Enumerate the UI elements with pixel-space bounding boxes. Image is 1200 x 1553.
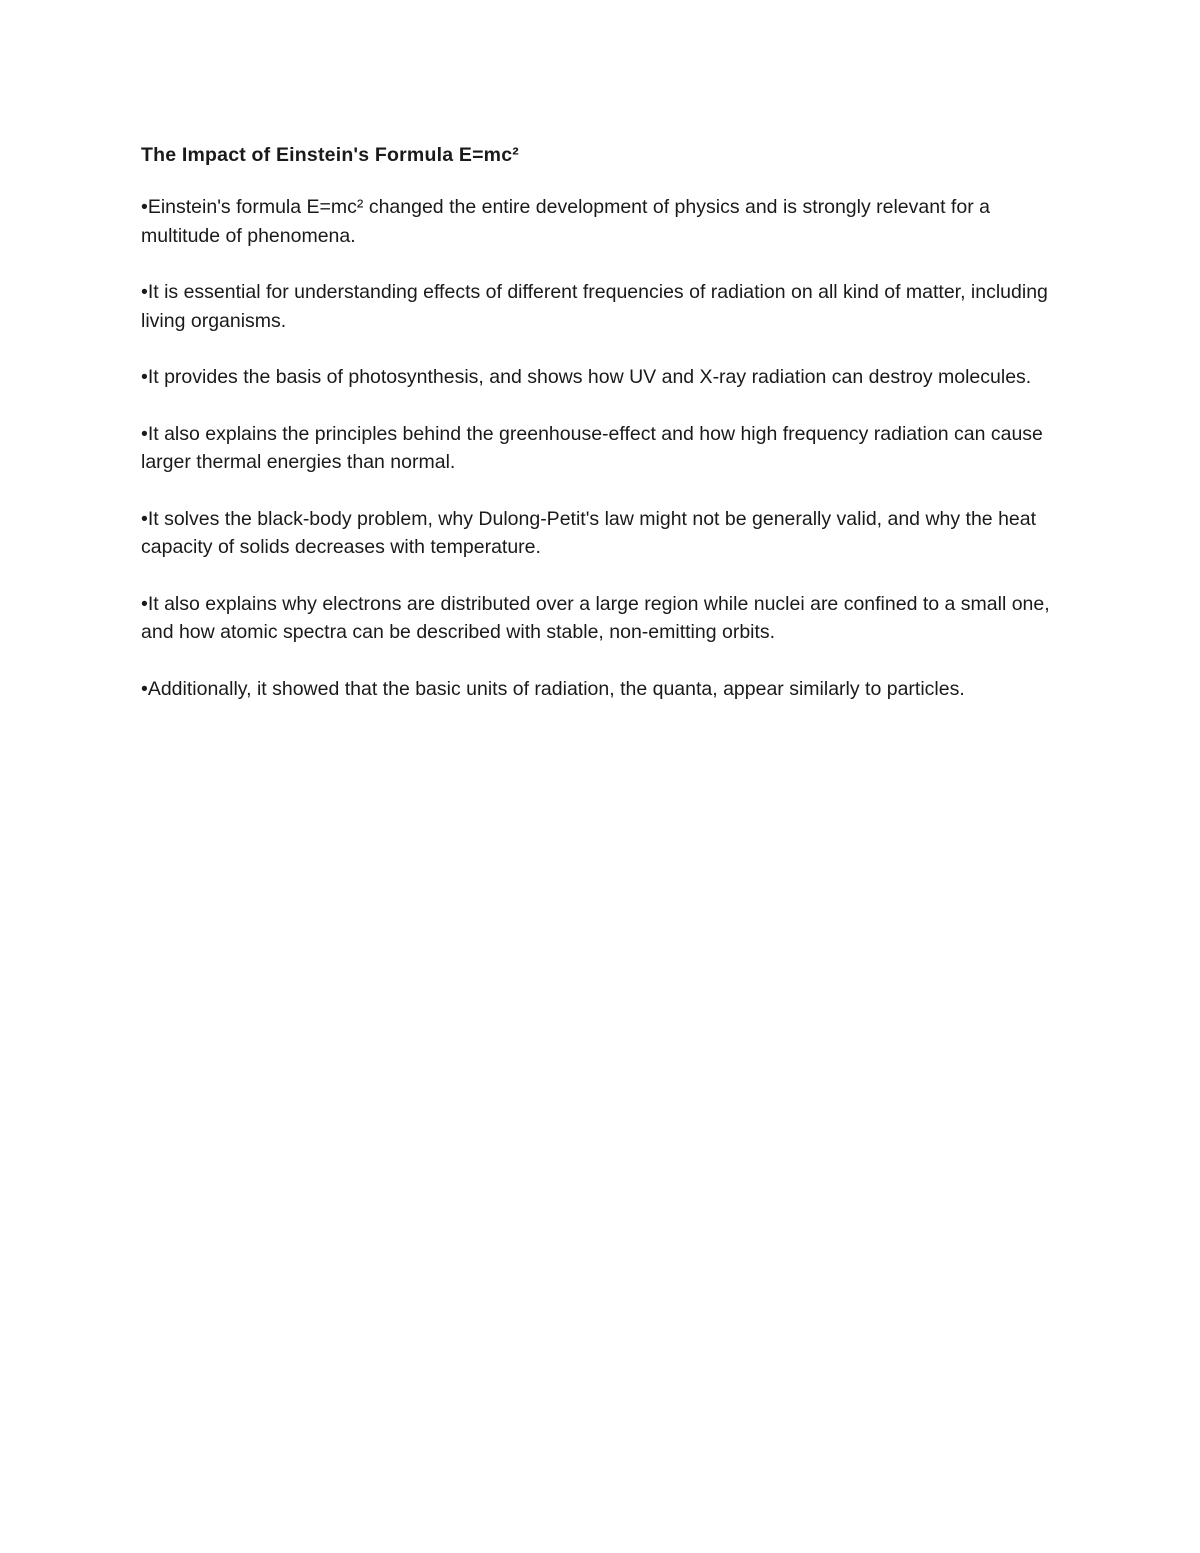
document-title: The Impact of Einstein's Formula E=mc²	[141, 144, 519, 166]
bullet-item: •Einstein's formula E=mc² changed the entire development of physics and is strongly relevant for a multitude of phenomena.	[141, 196, 990, 247]
bullet-item: •It also explains the principles behind the greenhouse-effect and how high frequency radiation can cause larger thermal energies than normal.	[141, 422, 1043, 473]
bullet-item: •It is essential for understanding effects of different frequencies of radiation on all kind of matter, including living organisms.	[141, 281, 1048, 332]
bullet-item: •It provides the basis of photosynthesis, and shows how UV and X-ray radiation can destroy molecules.	[141, 366, 1032, 388]
bullet-item: •It solves the black-body problem, why Dulong-Petit's law might not be generally valid, and why the heat capacity of solids decreases with temperature.	[141, 507, 1037, 558]
bullet-item: •Additionally, it showed that the basic units of radiation, the quanta, appear similarly to particles.	[141, 677, 965, 700]
document-body	[141, 141, 1071, 731]
bullet-item: •It also explains why electrons are distributed over a large region while nuclei are confined to a small one, and how atomic spectra can be described with stable, non-emitting orbits.	[141, 592, 1050, 643]
